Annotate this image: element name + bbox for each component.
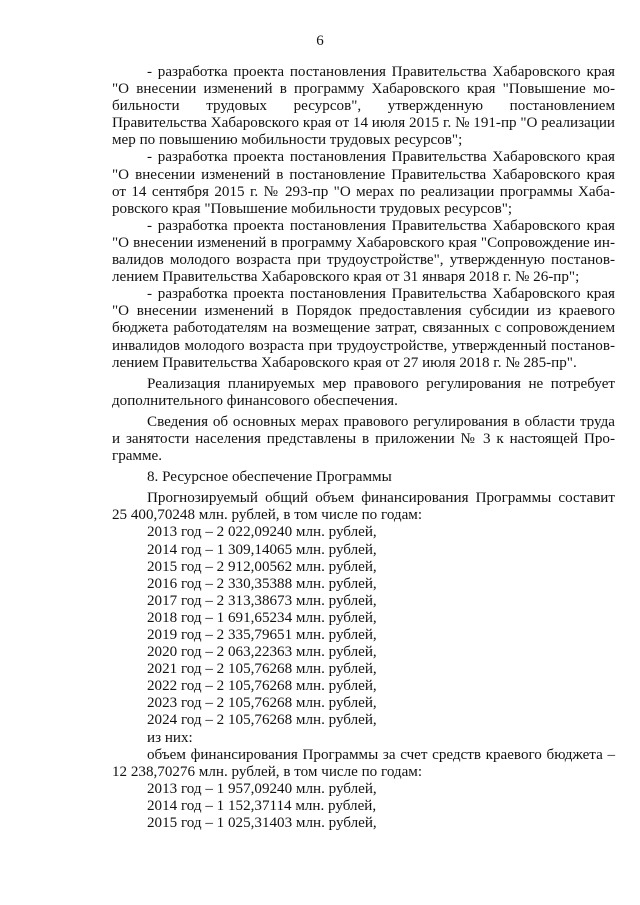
year-line: 2017 год – 2 313,38673 млн. рублей, (147, 592, 377, 609)
regional-financing-by-year-list (112, 781, 615, 832)
year-line: 2013 год – 2 022,09240 млн. рублей, (147, 524, 377, 541)
paragraph-legal-measures-appendix: Сведения об основных мерах правового регулирования в области труда и занятости населения представлены в приложении № 3 к настоящей Программе. (112, 413, 615, 465)
paragraph-draft-mobility-program: - разработка проекта постановления Правительства Хабаровского края "О внесении изменений в программу Хабаровского края "Повышение мобильности трудовых ресурсов", утвержденную постановлением Правительства Хабаровского края от 14 июля 2015 г. № 191-пр "О реализации мер по повышению мобильности трудовых ресурсов"; (112, 64, 615, 149)
paragraph-draft-disabled-support-program: - разработка проекта постановления Правительства Хабаровского края "О внесении изменений в программу Хабаровского края "Сопровождение инвалидов молодого возраста при трудоустройстве", утвержденную постановлением Правительства Хабаровского края от 31 января 2018 г. № 26-пр"; (112, 217, 615, 286)
year-line: 2014 год – 1 309,14065 млн. рублей, (147, 541, 377, 558)
page-number: 6 (316, 33, 324, 49)
paragraph-draft-subsidy-procedure: - разработка проекта постановления Правительства Хабаровского края "О внесении изменений в Порядок предоставления субсидии из краевого бюджета работодателям на возмещение затрат, связанных с сопровождением инвалидов молодого возраста при трудоустройстве, утвержденный постановлением Правительства Хабаровского края от 27 июля 2018 г. № 285-пр". (112, 286, 615, 371)
year-line: 2021 год – 2 105,76268 млн. рублей, (147, 661, 377, 678)
year-line: 2024 год – 2 105,76268 млн. рублей, (147, 712, 377, 729)
paragraph-total-financing: Прогнозируемый общий объем финансирования Программы составит 25 400,70248 млн. рублей, в том числе по годам: (112, 490, 615, 524)
section-heading-resources: 8. Ресурсное обеспечение Программы (147, 469, 392, 486)
document-body (112, 64, 615, 832)
year-line: 2020 год – 2 063,22363 млн. рублей, (147, 644, 377, 661)
paragraph-draft-mobility-measures: - разработка проекта постановления Правительства Хабаровского края "О внесении изменений в постановление Правительства Хабаровского края от 14 сентября 2015 г. № 293-пр "О мерах по реализации программы Хабаровского края "Повышение мобильности трудовых ресурсов"; (112, 149, 615, 217)
of-which-label: из них: (147, 729, 193, 746)
year-line: 2023 год – 2 105,76268 млн. рублей, (147, 695, 377, 712)
year-line: 2022 год – 2 105,76268 млн. рублей, (147, 678, 377, 695)
year-line: 2014 год – 1 152,37114 млн. рублей, (147, 797, 377, 814)
paragraph-no-additional-funding: Реализация планируемых мер правового регулирования не потребует дополнительного финансового обеспечения. (112, 375, 615, 409)
total-financing-by-year-list (112, 524, 615, 729)
paragraph-regional-budget-financing: объем финансирования Программы за счет средств краевого бюджета – 12 238,70276 млн. рублей, в том числе по годам: (112, 746, 615, 780)
year-line: 2015 год – 2 912,00562 млн. рублей, (147, 558, 377, 575)
year-line: 2015 год – 1 025,31403 млн. рублей, (147, 815, 377, 832)
year-line: 2019 год – 2 335,79651 млн. рублей, (147, 627, 377, 643)
year-line: 2013 год – 1 957,09240 млн. рублей, (147, 780, 377, 797)
year-line: 2016 год – 2 330,35388 млн. рублей, (147, 575, 377, 592)
year-line: 2018 год – 1 691,65234 млн. рублей, (147, 609, 377, 626)
